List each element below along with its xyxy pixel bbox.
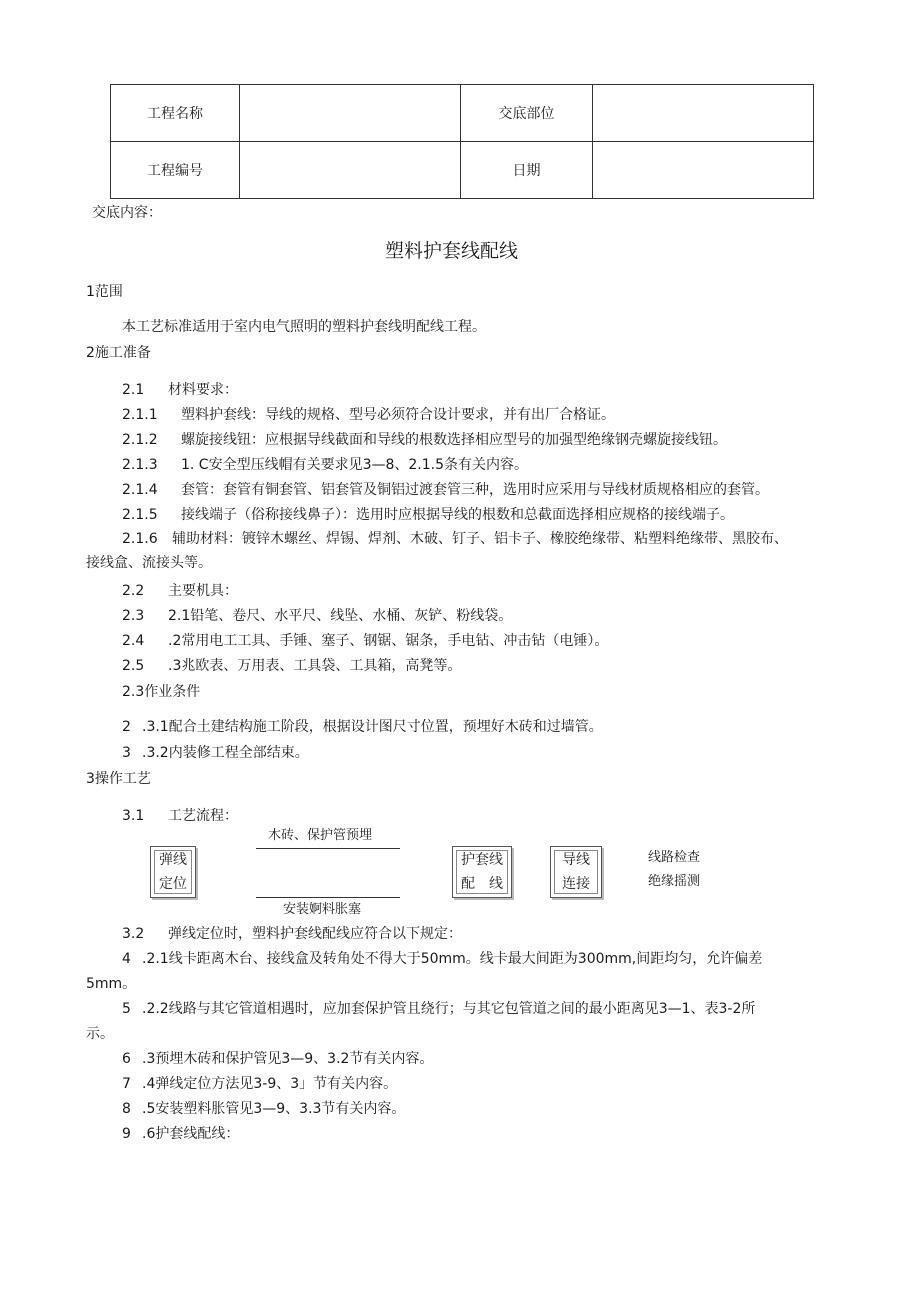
item-8-text: .5安装塑料胀管见3—9、3.3节有关内容。	[142, 1101, 406, 1117]
flow-box-sheath-wiring-inner	[456, 850, 508, 894]
header-row-1	[111, 85, 814, 142]
document-title: 塑料护套线配线	[385, 240, 519, 262]
item-2-1-text: 材料要求：	[168, 382, 238, 398]
item-4-text: .2.1线卡距离木台、接线盒及转角处不得大于50mm。线卡最大间距为300mm,间距均匀，允许偏差	[142, 951, 763, 967]
project-number-label: 工程编号	[111, 142, 240, 199]
item-2-1-2-number: 2.1.2	[122, 432, 158, 448]
flow-box-2-line-1: 护套线	[461, 852, 503, 868]
handover-content-label: 交底内容：	[92, 205, 162, 221]
flow-box-wire-connection	[550, 846, 602, 898]
handover-part-value	[593, 85, 814, 142]
flow-box-sheath-wiring	[452, 846, 512, 898]
item-2-1-5-number: 2.1.5	[122, 507, 158, 523]
item-3-1-number: 3.1	[122, 808, 145, 824]
item-2-1-1-number: 2.1.1	[122, 407, 158, 423]
item-7-number: 7	[122, 1076, 131, 1092]
flow-box-snap-line	[150, 846, 196, 898]
flow-bottom-line	[256, 897, 400, 898]
flow-box-1-line-1: 弹线	[159, 852, 187, 868]
project-name-value	[240, 85, 461, 142]
item-3-2-text: 弹线定位时，塑料护套线配线应符合以下规定：	[168, 926, 462, 942]
project-number-value	[240, 142, 461, 199]
item-4-number: 4	[122, 951, 131, 967]
flow-box-snap-line-inner	[154, 850, 192, 894]
item-2-3-number: 2.3	[122, 608, 145, 624]
item-9-number: 9	[122, 1126, 131, 1142]
handover-part-label: 交底部位	[461, 85, 593, 142]
item-5-number: 5	[122, 1001, 131, 1017]
item-9-text: .6护套线配线：	[142, 1126, 240, 1142]
item-5-text: .2.2线路与其它管道相遇时，应加套保护管且绕行；与其它包管道之间的最小距离见3—1、表3-2所	[142, 1001, 756, 1017]
item-2-1-4-text: 套管：套管有铜套管、铝套管及铜铝过渡套管三种，选用时应采用与导线材质规格相应的套管。	[181, 482, 769, 498]
section-3-heading: 3操作工艺	[86, 771, 151, 787]
date-label: 日期	[461, 142, 593, 199]
item-2-5-number: 2.5	[122, 658, 145, 674]
item-3-2-number: 3.2	[122, 926, 145, 942]
item-8-number: 8	[122, 1101, 131, 1117]
section-2-heading: 2施工准备	[86, 345, 151, 361]
item-5-continuation: 示。	[86, 1026, 114, 1042]
flow-box-3-line-2: 连接	[562, 876, 590, 892]
flow-bottom-label: 安装婀料胀塞	[283, 902, 362, 917]
item-2-2-text: 主要机具：	[168, 583, 238, 599]
flow-side-line-2: 绝缘摇测	[648, 874, 701, 889]
flow-box-3-line-1: 导线	[562, 852, 590, 868]
section-1-heading: 1范围	[86, 284, 123, 300]
flow-side-line-1: 线路检查	[648, 850, 701, 865]
item-c2-text: .3.1配合土建结构施工阶段，根据设计图尺寸位置，预埋好木砖和过墙管。	[142, 719, 603, 735]
item-2-3-text: 2.1铅笔、卷尺、水平尺、线坠、水桶、灰铲、粉线袋。	[168, 608, 513, 624]
item-2-1-1-text: 塑料护套线：导线的规格、型号必须符合设计要求，并有出厂合格证。	[181, 407, 615, 423]
item-c3-text: .3.2内装修工程全部结束。	[142, 745, 309, 761]
project-name-label: 工程名称	[111, 85, 240, 142]
item-c2-number: 2	[122, 719, 131, 735]
item-c3-number: 3	[122, 745, 131, 761]
item-3-1-text: 工艺流程：	[168, 808, 238, 824]
flow-top-label: 木砖、保护管预埋	[268, 828, 373, 843]
section-2-3-heading: 2.3作业条件	[122, 684, 201, 700]
header-row-2	[111, 142, 814, 199]
item-2-1-6-text: 辅助材料：镀锌木螺丝、焊锡、焊剂、木破、钉子、铝卡子、橡胶绝缘带、粘塑料绝缘带、黑胶布、	[172, 531, 788, 547]
item-2-2-number: 2.2	[122, 583, 145, 599]
flow-box-wire-connection-inner	[554, 850, 598, 894]
item-2-1-2-text: 螺旋接线钮：应根据导线截面和导线的根数选择相应型号的加强型绝缘钢壳螺旋接线钮。	[181, 432, 727, 448]
date-value	[593, 142, 814, 199]
flow-top-line	[256, 848, 400, 849]
item-2-4-number: 2.4	[122, 633, 145, 649]
flow-box-2-line-2: 配 线	[461, 876, 503, 892]
flow-box-1-line-2: 定位	[159, 876, 187, 892]
item-2-1-3-text: 1. C安全型压线帽有关要求见3—8、2.1.5条有关内容。	[181, 457, 529, 473]
item-2-1-3-number: 2.1.3	[122, 457, 158, 473]
item-6-text: .3预埋木砖和保护管见3—9、3.2节有关内容。	[142, 1051, 434, 1067]
header-table	[110, 84, 814, 199]
item-2-1-number: 2.1	[122, 382, 145, 398]
item-6-number: 6	[122, 1051, 131, 1067]
item-2-1-6-continuation: 接线盒、流接头等。	[86, 555, 212, 571]
item-2-5-text: .3兆欧表、万用表、工具袋、工具箱，高凳等。	[168, 658, 462, 674]
item-7-text: .4弹线定位方法见3-9、3」节有关内容。	[142, 1076, 398, 1092]
item-4-continuation: 5mm。	[86, 976, 137, 992]
item-2-4-text: .2常用电工工具、手锤、塞子、钢锯、锯条，手电钻、冲击钻（电锤）。	[168, 633, 609, 649]
section-1-body: 本工艺标准适用于室内电气照明的塑料护套线明配线工程。	[122, 319, 486, 335]
item-2-1-6-number: 2.1.6	[122, 531, 158, 547]
item-2-1-4-number: 2.1.4	[122, 482, 158, 498]
item-2-1-5-text: 接线端子（俗称接线鼻子）：选用时应根据导线的根数和总截面选择相应规格的接线端子。	[181, 507, 734, 523]
